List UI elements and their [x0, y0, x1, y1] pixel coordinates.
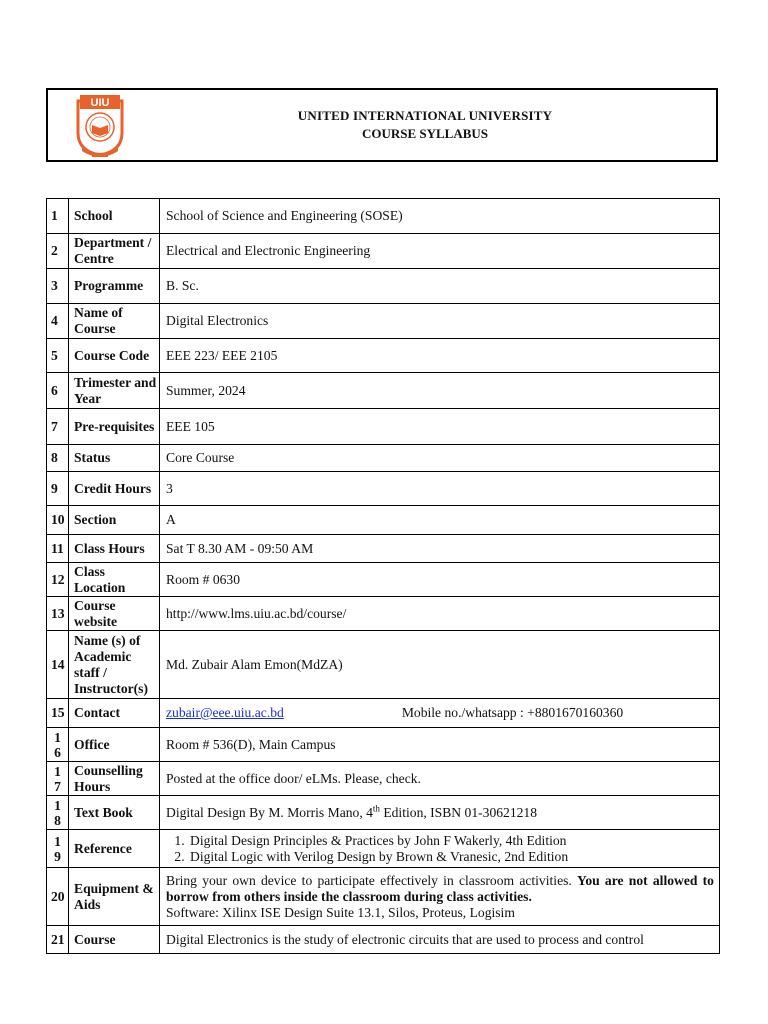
- logo-text: UIU: [90, 97, 110, 109]
- table-row: [47, 762, 720, 796]
- row-number: 1: [47, 199, 69, 234]
- row-value: Summer, 2024: [160, 373, 720, 409]
- table-row: [47, 409, 720, 445]
- table-row: [47, 535, 720, 563]
- row-number: [47, 796, 69, 830]
- row-number-digit: 9: [54, 848, 61, 864]
- row-value: EEE 223/ EEE 2105: [160, 339, 720, 373]
- syllabus-header: [46, 88, 718, 162]
- software-list: Software: Xilinx ISE Design Suite 13.1, Silos, Proteus, Logisim: [166, 904, 515, 920]
- table-row: [47, 234, 720, 269]
- row-number: 5: [47, 339, 69, 373]
- table-row: [47, 506, 720, 535]
- table-row: [47, 304, 720, 339]
- row-number-digit: 7: [54, 778, 61, 794]
- row-value: Digital Electronics is the study of electronic circuits that are used to process and control: [160, 926, 720, 954]
- row-label: Pre-requisites: [69, 409, 160, 445]
- table-row: [47, 339, 720, 373]
- row-label: Class Hours: [69, 535, 160, 563]
- document-title: COURSE SYLLABUS: [361, 126, 489, 141]
- row-number: 12: [47, 563, 69, 597]
- row-label: Office: [69, 728, 160, 762]
- row-value: Core Course: [160, 445, 720, 472]
- row-number: 20: [47, 868, 69, 926]
- row-number-digit: 1: [54, 763, 61, 779]
- row-label: Name of Course: [69, 304, 160, 339]
- equipment-text: Bring your own device to participate effectively in classroom activities.: [166, 872, 578, 888]
- row-number: [47, 830, 69, 868]
- row-label: Credit Hours: [69, 472, 160, 506]
- row-label: Trimester and Year: [69, 373, 160, 409]
- mobile-number: Mobile no./whatsapp : +8801670160360: [401, 705, 624, 720]
- row-value: Sat T 8.30 AM - 09:50 AM: [160, 535, 720, 563]
- row-number: 2: [47, 234, 69, 269]
- table-row: [47, 199, 720, 234]
- row-number: 6: [47, 373, 69, 409]
- row-value: School of Science and Engineering (SOSE): [160, 199, 720, 234]
- row-label: Class Location: [69, 563, 160, 597]
- row-value: Room # 536(D), Main Campus: [160, 728, 720, 762]
- row-value: EEE 105: [160, 409, 720, 445]
- row-number: [47, 762, 69, 796]
- row-number: 7: [47, 409, 69, 445]
- row-number-digit: 6: [54, 744, 61, 760]
- list-item: 2. Digital Logic with Verilog Design by Brown & Vranesic, 2nd Edition: [188, 849, 714, 865]
- row-number-digit: 1: [54, 833, 61, 849]
- table-row: [47, 563, 720, 597]
- row-value: Posted at the office door/ eLMs. Please, check.: [160, 762, 720, 796]
- table-row: [47, 796, 720, 830]
- equipment-cell: [160, 868, 720, 926]
- row-number: 8: [47, 445, 69, 472]
- table-row: [47, 269, 720, 304]
- row-number: 15: [47, 699, 69, 728]
- reference-list-cell: [160, 830, 720, 868]
- equipment-warning: You are not allowed to borrow from others inside the classroom during class activities.: [166, 872, 714, 904]
- row-number: 3: [47, 269, 69, 304]
- table-row: [47, 373, 720, 409]
- table-row: [47, 445, 720, 472]
- row-label: Reference: [69, 830, 160, 868]
- row-number: 9: [47, 472, 69, 506]
- row-label: Status: [69, 445, 160, 472]
- table-row: [47, 699, 720, 728]
- row-number: [47, 728, 69, 762]
- row-label: Text Book: [69, 796, 160, 830]
- row-value: Digital Electronics: [160, 304, 720, 339]
- course-website-link[interactable]: http://www.lms.uiu.ac.bd/course/: [160, 597, 720, 631]
- row-number-digit: 8: [54, 812, 61, 828]
- contact-cell: [160, 699, 720, 728]
- row-label: Course website: [69, 597, 160, 631]
- row-label: Course: [69, 926, 160, 954]
- list-item: 1. Digital Design Principles & Practices by John F Wakerly, 4th Edition: [188, 833, 714, 849]
- table-row: [47, 868, 720, 926]
- row-number: 13: [47, 597, 69, 631]
- syllabus-table: [46, 198, 720, 954]
- row-label: Department / Centre: [69, 234, 160, 269]
- row-label: School: [69, 199, 160, 234]
- row-value: B. Sc.: [160, 269, 720, 304]
- row-value: A: [160, 506, 720, 535]
- row-label: Contact: [69, 699, 160, 728]
- textbook-isbn: Edition, ISBN 01-30621218: [379, 804, 538, 820]
- row-value: Md. Zubair Alam Emon(MdZA): [160, 631, 720, 699]
- row-number: 4: [47, 304, 69, 339]
- table-row: [47, 472, 720, 506]
- row-label: Section: [69, 506, 160, 535]
- row-value: Room # 0630: [160, 563, 720, 597]
- table-row: [47, 830, 720, 868]
- row-value: 3: [160, 472, 720, 506]
- university-name: UNITED INTERNATIONAL UNIVERSITY: [297, 108, 553, 123]
- row-number: 10: [47, 506, 69, 535]
- row-label: Counselling Hours: [69, 762, 160, 796]
- row-number: 11: [47, 535, 69, 563]
- row-label: Name (s) of Academic staff / Instructor(s): [69, 631, 160, 699]
- row-number: 14: [47, 631, 69, 699]
- row-label: Equipment & Aids: [69, 868, 160, 926]
- row-label: Course Code: [69, 339, 160, 373]
- row-label: Programme: [69, 269, 160, 304]
- table-row: [47, 631, 720, 699]
- row-number-digit: 1: [54, 797, 61, 813]
- row-number-digit: 1: [54, 729, 61, 745]
- row-value: Electrical and Electronic Engineering: [160, 234, 720, 269]
- table-row: [47, 728, 720, 762]
- email-link[interactable]: zubair@eee.uiu.ac.bd: [166, 705, 284, 720]
- textbook-edition-suffix: th: [372, 802, 380, 813]
- reference-list: [166, 833, 714, 865]
- table-row: [47, 926, 720, 954]
- row-value: [160, 796, 720, 830]
- row-number: 21: [47, 926, 69, 954]
- table-row: [47, 597, 720, 631]
- textbook-title: Digital Design By M. Morris Mano, 4: [166, 804, 373, 820]
